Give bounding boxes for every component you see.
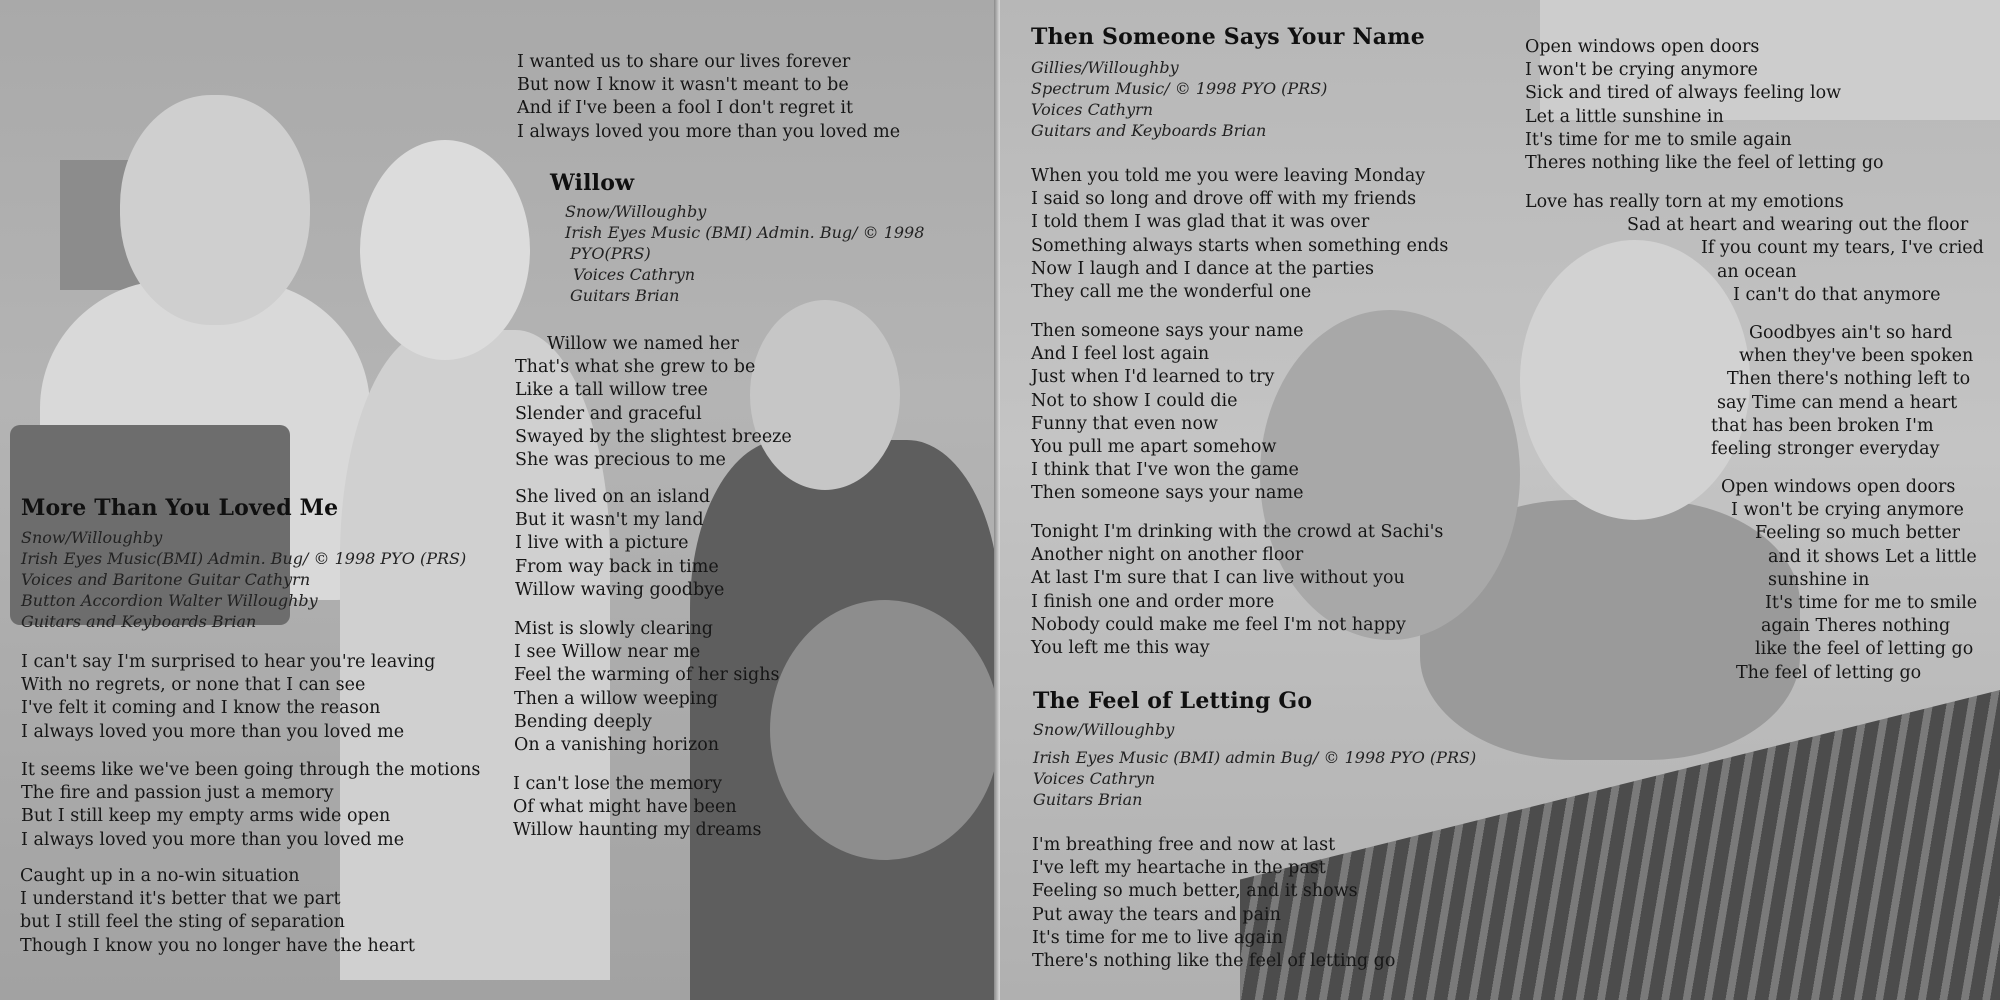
credit-line: PYO(PRS) <box>570 244 651 263</box>
lyric-line: Let a little sunshine in <box>1525 106 1724 127</box>
lyric-line: It's time for me to smile again <box>1525 129 1792 150</box>
credit-line: Spectrum Music/ © 1998 PYO (PRS) <box>1031 79 1328 98</box>
lyric-line: Something always starts when something ends <box>1031 235 1449 256</box>
lyric-line: Not to show I could die <box>1031 390 1238 411</box>
lyric-line: But I still keep my empty arms wide open <box>21 806 391 827</box>
lyric-line: I always loved you more than you loved me <box>517 121 901 142</box>
lyric-line: I've felt it coming and I know the reason <box>21 698 381 719</box>
lyric-line: Another night on another floor <box>1031 545 1304 566</box>
lyric-line: It seems like we've been going through the motions <box>21 760 481 780</box>
lyric-line: That's what she grew to be <box>515 357 756 378</box>
lyric-line: I won't be crying anymore <box>1731 500 1964 521</box>
willow-credits <box>565 201 924 306</box>
lyric-line: From way back in time <box>515 556 719 577</box>
credit-line: Irish Eyes Music (BMI) admin Bug/ © 1998 PYO (PRS) <box>1033 748 1477 767</box>
willow-verse-3 <box>514 618 779 757</box>
credit-line: Gillies/Willoughby <box>1031 58 1179 77</box>
lyric-line: Theres nothing like the feel of letting go <box>1525 153 1884 174</box>
someone-verse-2 <box>1031 521 1443 660</box>
lyric-line: Willow we named her <box>547 334 739 354</box>
lyric-line: Then someone says your name <box>1031 321 1304 341</box>
feel-verse <box>1032 834 1395 973</box>
credit-line: Guitars Brian <box>570 286 680 305</box>
lyric-line: I told them I was glad that it was over <box>1031 212 1370 233</box>
lyric-line: Just when I'd learned to try <box>1031 367 1275 388</box>
lyric-line: I finish one and order more <box>1031 591 1275 612</box>
lyric-line: She was precious to me <box>515 450 726 471</box>
lyric-line: I'm breathing free and now at last <box>1032 835 1336 855</box>
lyric-line: like the feel of letting go <box>1755 639 1974 660</box>
credit-line: Voices Cathryn <box>1033 769 1156 788</box>
lyric-line: You pull me apart somehow <box>1031 437 1277 458</box>
lyric-line: On a vanishing horizon <box>514 735 720 756</box>
lyric-line: But it wasn't my land <box>515 510 704 531</box>
lyric-line: But now I know it wasn't meant to be <box>517 75 849 96</box>
lyric-line: Swayed by the slightest breeze <box>515 426 792 447</box>
lyric-line: I live with a picture <box>515 533 689 554</box>
lyric-line: I always loved you more than you loved me <box>21 721 405 742</box>
lyric-line: Then there's nothing left to <box>1727 369 1971 390</box>
lyric-line: I wanted us to share our lives forever <box>517 52 851 72</box>
lyric-line: Goodbyes ain't so hard <box>1749 323 1953 343</box>
willow-verse-2 <box>515 486 724 602</box>
feel-goodbyes <box>1525 322 1973 461</box>
lyric-line: At last I'm sure that I can live without you <box>1031 568 1405 589</box>
photo-guitar <box>770 600 1000 860</box>
credit-line: Guitars and Keyboards Brian <box>21 612 257 631</box>
lyric-line: Open windows open doors <box>1525 37 1760 57</box>
lyric-line: I see Willow near me <box>514 642 701 663</box>
lyric-line: The fire and passion just a memory <box>21 783 334 804</box>
song-title-the-feel-of-letting-go: The Feel of Letting Go <box>1033 688 1313 714</box>
lyric-line: There's nothing like the feel of letting go <box>1032 951 1396 972</box>
photo-man-head <box>120 95 310 325</box>
lyric-line: She lived on an island <box>515 487 711 507</box>
someone-verse-1 <box>1031 165 1448 304</box>
more-than-verse-1 <box>21 651 435 744</box>
lyric-line: I said so long and drove off with my friends <box>1031 189 1417 210</box>
lyric-line: And if I've been a fool I don't regret it <box>517 98 854 119</box>
lyric-line: And I feel lost again <box>1031 344 1210 365</box>
lyric-line: With no regrets, or none that I can see <box>21 675 366 696</box>
credit-line: Snow/Willoughby <box>1033 720 1175 739</box>
photo-woman-head <box>360 140 530 360</box>
lyric-line: Sad at heart and wearing out the floor <box>1627 215 1969 236</box>
lyric-line: I can't lose the memory <box>513 774 722 794</box>
lyric-line: Then someone says your name <box>1031 483 1304 504</box>
lyric-line: Put away the tears and pain <box>1032 904 1281 925</box>
lyric-line: Willow haunting my dreams <box>513 820 762 841</box>
lyric-line: If you count my tears, I've cried <box>1701 238 1984 259</box>
song-title-more-than-you-loved-me: More Than You Loved Me <box>21 495 339 521</box>
feel-chorus-2 <box>1525 476 1977 685</box>
lyric-line: feeling stronger everyday <box>1711 439 1940 460</box>
lyric-line: again Theres nothing <box>1761 616 1951 637</box>
lyric-line: an ocean <box>1717 261 1797 282</box>
lyric-line: and it shows Let a little <box>1768 546 1977 567</box>
lyric-line: I understand it's better that we part <box>20 889 341 910</box>
lyric-line: Nobody could make me feel I'm not happy <box>1031 614 1406 635</box>
credit-line: Snow/Willoughby <box>565 202 707 221</box>
feel-chorus-1 <box>1525 36 1884 175</box>
credit-line: Voices Cathryn <box>573 265 696 284</box>
lyric-line: but I still feel the sting of separation <box>20 912 345 933</box>
lyric-line: I can't say I'm surprised to hear you're leaving <box>21 652 436 672</box>
lyric-line: when they've been spoken <box>1739 346 1974 367</box>
lyric-line: The feel of letting go <box>1736 662 1922 683</box>
lyric-line: Now I laugh and I dance at the parties <box>1031 258 1374 279</box>
feel-bridge <box>1525 191 1984 307</box>
lyric-line: I always loved you more than you loved me <box>21 829 405 850</box>
lyric-line: I can't do that anymore <box>1733 284 1941 305</box>
lyric-line: Feel the warming of her sighs <box>514 665 780 686</box>
credit-line: Guitars Brian <box>1033 790 1143 809</box>
lyric-line: Caught up in a no-win situation <box>20 866 300 886</box>
lyric-line: Of what might have been <box>513 797 737 818</box>
lyric-line: I think that I've won the game <box>1031 460 1299 481</box>
credit-line: Irish Eyes Music (BMI) Admin. Bug/ © 1998 <box>565 223 925 242</box>
lyric-line: sunshine in <box>1768 569 1870 590</box>
lyric-line: When you told me you were leaving Monday <box>1031 166 1426 186</box>
lyric-line: Funny that even now <box>1031 413 1218 434</box>
credit-line: Snow/Willoughby <box>21 528 163 547</box>
credit-line: Voices Cathyrn <box>1031 100 1154 119</box>
more-than-verse-2 <box>21 759 480 852</box>
lyric-line: Willow waving goodbye <box>515 579 725 600</box>
lyric-line: Bending deeply <box>514 711 652 732</box>
lyric-line: I won't be crying anymore <box>1525 60 1758 81</box>
lyric-line: It's time for me to live again <box>1032 927 1283 948</box>
lyric-line: Then a willow weeping <box>514 688 718 709</box>
lyric-line: Love has really torn at my emotions <box>1525 192 1844 212</box>
credit-line: Voices and Baritone Guitar Cathyrn <box>21 570 311 589</box>
lyric-line: They call me the wonderful one <box>1031 282 1312 303</box>
willow-verse-1 <box>515 333 792 472</box>
lyric-line: You left me this way <box>1031 638 1210 659</box>
more-than-credits <box>21 527 466 632</box>
lyric-line: Mist is slowly clearing <box>514 619 713 639</box>
lyric-line: Sick and tired of always feeling low <box>1525 83 1842 104</box>
lyric-line: Feeling so much better, and it shows <box>1032 881 1358 902</box>
feel-credits <box>1033 719 1476 810</box>
more-than-verse-3 <box>20 865 415 958</box>
credit-line: Irish Eyes Music(BMI) Admin. Bug/ © 1998 PYO (PRS) <box>21 549 467 568</box>
song-title-willow: Willow <box>550 170 635 196</box>
lyric-line: say Time can mend a heart <box>1717 392 1958 413</box>
lyric-line: Feeling so much better <box>1755 523 1961 544</box>
lyric-line: that has been broken I'm <box>1711 415 1934 436</box>
lyric-line: It's time for me to smile <box>1765 593 1978 614</box>
credit-line: Guitars and Keyboards Brian <box>1031 121 1267 140</box>
lyric-line: I've left my heartache in the past <box>1032 858 1326 879</box>
someone-chorus <box>1031 320 1303 506</box>
lyric-line: Tonight I'm drinking with the crowd at Sachi's <box>1031 522 1444 542</box>
lyric-line: Like a tall willow tree <box>515 380 708 401</box>
lyric-line: Open windows open doors <box>1721 477 1956 497</box>
someone-credits <box>1031 57 1327 141</box>
lyric-line: Though I know you no longer have the heart <box>20 935 415 956</box>
song-title-then-someone-says-your-name: Then Someone Says Your Name <box>1031 24 1425 50</box>
right-booklet-page <box>1000 0 2000 1000</box>
willow-verse-4 <box>513 773 761 843</box>
lyric-line: Slender and graceful <box>515 403 702 424</box>
credit-line: Button Accordion Walter Willoughby <box>21 591 318 610</box>
more-than-closing-verse <box>517 51 900 144</box>
